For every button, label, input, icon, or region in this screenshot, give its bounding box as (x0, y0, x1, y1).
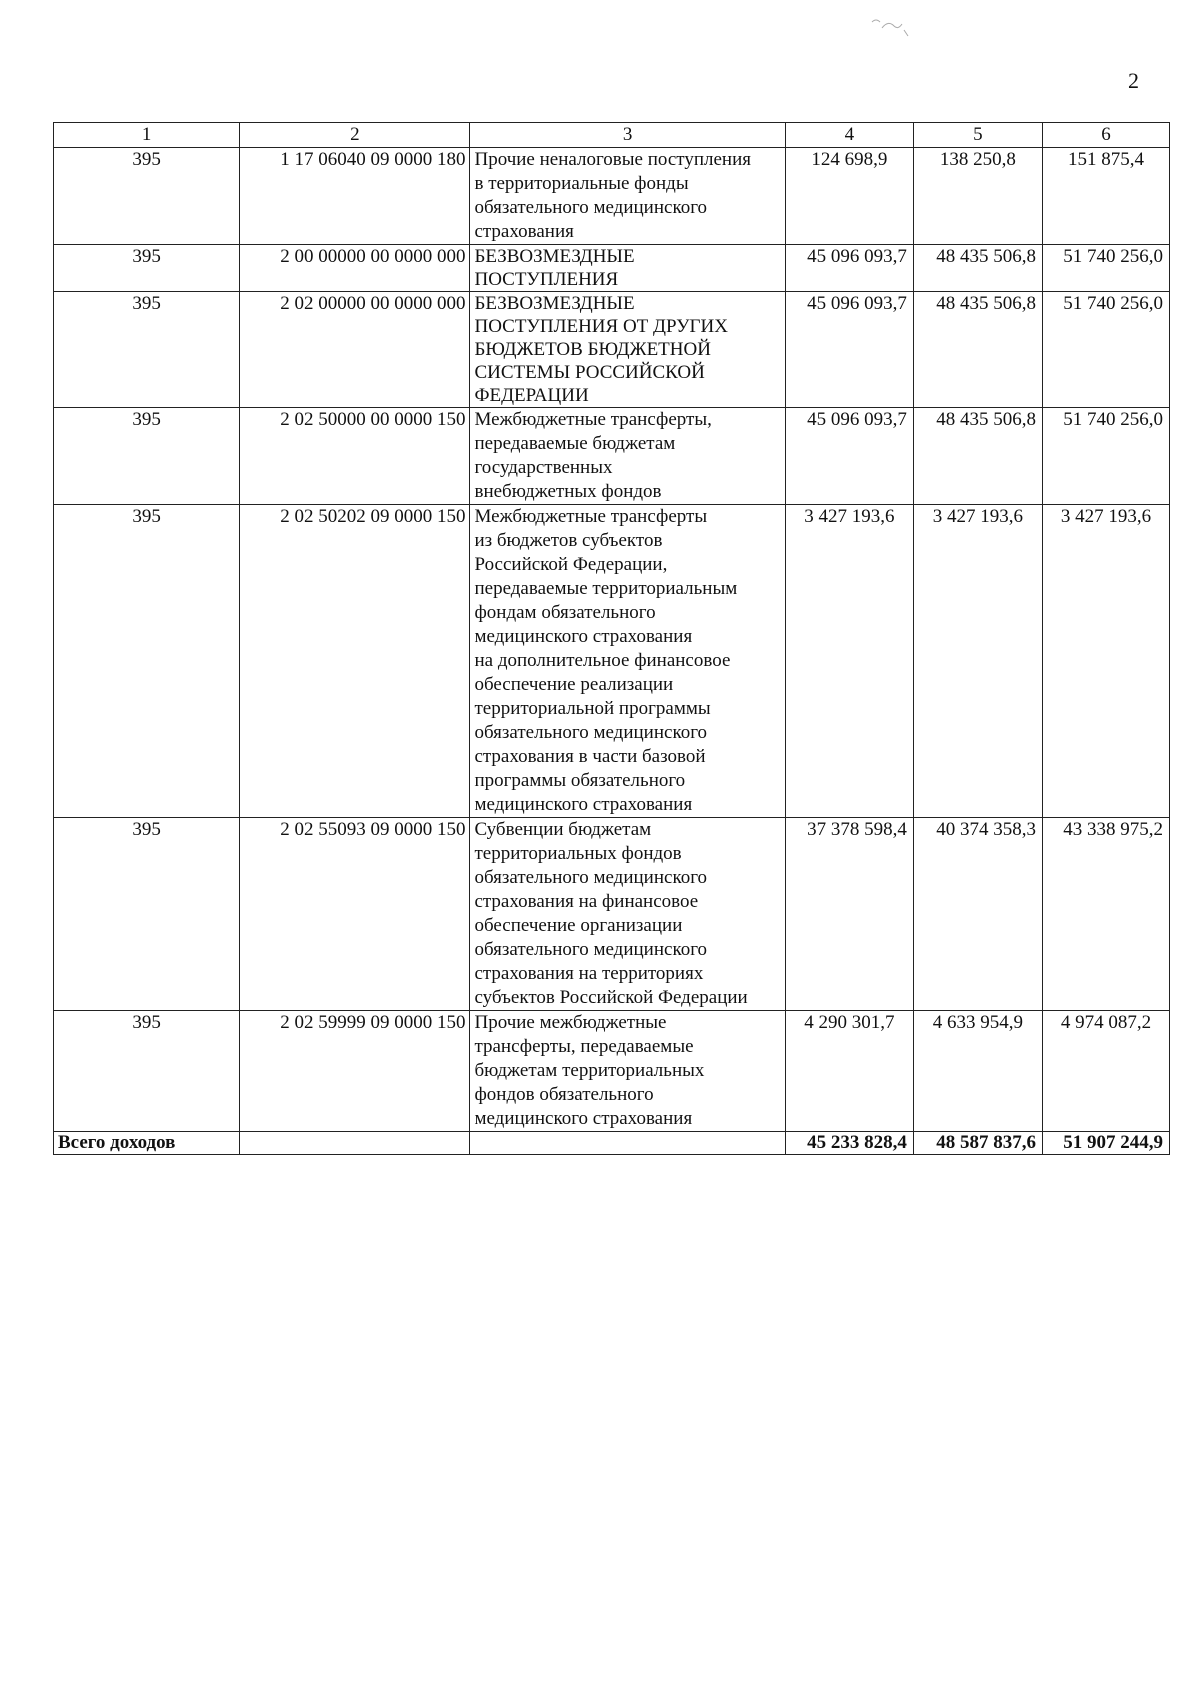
name-line: территориальных фондов (474, 843, 682, 864)
year-1-amount: 45 096 093,7 (785, 408, 913, 505)
budget-code-cell: 2 02 59999 09 0000 150 (240, 1011, 470, 1132)
name-line: страхования на территориях (474, 963, 704, 984)
pen-mark-scribble (870, 14, 914, 38)
column-header-year-3: 6 (1042, 123, 1169, 148)
table-row (54, 505, 1170, 818)
year-2-amount: 48 435 506,8 (913, 245, 1042, 292)
name-line: страхования на финансовое (474, 891, 699, 912)
total-empty-cell (470, 1132, 785, 1155)
total-empty-cell (240, 1132, 470, 1155)
name-line: СИСТЕМЫ РОССИЙСКОЙ (474, 362, 705, 383)
name-line: Российской Федерации, (474, 554, 668, 575)
name-line: фондам обязательного (474, 602, 656, 623)
name-line: медицинского страхования (474, 1108, 693, 1129)
revenue-table (53, 122, 1170, 1155)
year-3-amount: 51 740 256,0 (1042, 245, 1169, 292)
name-line: Субвенции бюджетам (474, 819, 652, 840)
total-year-3-amount: 51 907 244,9 (1042, 1132, 1169, 1155)
name-line: на дополнительное финансовое (474, 650, 731, 671)
column-header-name: 3 (470, 123, 785, 148)
name-line: ФЕДЕРАЦИИ (474, 385, 589, 406)
page-number: 2 (1128, 68, 1139, 93)
revenue-name-cell (470, 245, 785, 292)
year-3-amount: 3 427 193,6 (1042, 505, 1169, 818)
budget-code-cell: 2 02 00000 00 0000 000 (240, 292, 470, 408)
column-header-admin-code: 1 (54, 123, 240, 148)
name-line: в территориальные фонды (474, 173, 689, 194)
column-header-year-1: 4 (785, 123, 913, 148)
name-line: страхования (474, 221, 574, 242)
year-2-amount: 4 633 954,9 (913, 1011, 1042, 1132)
year-3-amount: 51 740 256,0 (1042, 408, 1169, 505)
name-line: обязательного медицинского (474, 722, 708, 743)
budget-code-cell: 1 17 06040 09 0000 180 (240, 148, 470, 245)
name-line: обязательного медицинского (474, 867, 708, 888)
name-line: медицинского страхования (474, 794, 693, 815)
revenue-name-cell (470, 408, 785, 505)
name-line: фондов обязательного (474, 1084, 654, 1105)
name-line: бюджетам территориальных (474, 1060, 705, 1081)
admin-code-cell: 395 (54, 818, 240, 1011)
year-2-amount: 48 435 506,8 (913, 408, 1042, 505)
admin-code-cell: 395 (54, 148, 240, 245)
total-year-2-amount: 48 587 837,6 (913, 1132, 1042, 1155)
name-line: передаваемые территориальным (474, 578, 738, 599)
year-3-amount: 4 974 087,2 (1042, 1011, 1169, 1132)
year-1-amount: 45 096 093,7 (785, 245, 913, 292)
year-3-amount: 51 740 256,0 (1042, 292, 1169, 408)
name-line: Межбюджетные трансферты, (474, 409, 712, 430)
table-row (54, 245, 1170, 292)
name-line: обеспечение реализации (474, 674, 674, 695)
table-row (54, 1011, 1170, 1132)
name-line: ПОСТУПЛЕНИЯ ОТ ДРУГИХ (474, 316, 728, 337)
name-line: Межбюджетные трансферты (474, 506, 708, 527)
name-line: Прочие межбюджетные (474, 1012, 667, 1033)
name-line: субъектов Российской Федерации (474, 987, 748, 1008)
name-line: трансферты, передаваемые (474, 1036, 694, 1057)
revenue-name-cell (470, 505, 785, 818)
year-1-amount: 3 427 193,6 (785, 505, 913, 818)
name-line: внебюджетных фондов (474, 481, 662, 502)
table-header-row (54, 123, 1170, 148)
table-row (54, 292, 1170, 408)
name-line: ПОСТУПЛЕНИЯ (474, 269, 619, 290)
admin-code-cell: 395 (54, 1011, 240, 1132)
budget-code-cell: 2 02 50000 00 0000 150 (240, 408, 470, 505)
name-line: страхования в части базовой (474, 746, 706, 767)
total-row (54, 1132, 1170, 1155)
name-line: Прочие неналоговые поступления (474, 149, 751, 170)
year-1-amount: 45 096 093,7 (785, 292, 913, 408)
name-line: из бюджетов субъектов (474, 530, 663, 551)
year-2-amount: 3 427 193,6 (913, 505, 1042, 818)
admin-code-cell: 395 (54, 505, 240, 818)
budget-code-cell: 2 02 50202 09 0000 150 (240, 505, 470, 818)
year-2-amount: 40 374 358,3 (913, 818, 1042, 1011)
name-line: государственных (474, 457, 613, 478)
name-line: обязательного медицинского (474, 197, 708, 218)
name-line: территориальной программы (474, 698, 711, 719)
name-line: обеспечение организации (474, 915, 683, 936)
admin-code-cell: 395 (54, 408, 240, 505)
year-3-amount: 43 338 975,2 (1042, 818, 1169, 1011)
admin-code-cell: 395 (54, 292, 240, 408)
year-1-amount: 4 290 301,7 (785, 1011, 913, 1132)
revenue-name-cell (470, 148, 785, 245)
name-line: передаваемые бюджетам (474, 433, 676, 454)
name-line: медицинского страхования (474, 626, 693, 647)
name-line: БЕЗВОЗМЕЗДНЫЕ (474, 246, 635, 267)
revenue-name-cell (470, 1011, 785, 1132)
year-1-amount: 124 698,9 (785, 148, 913, 245)
admin-code-cell: 395 (54, 245, 240, 292)
year-3-amount: 151 875,4 (1042, 148, 1169, 245)
column-header-budget-code: 2 (240, 123, 470, 148)
name-line: программы обязательного (474, 770, 686, 791)
table-row (54, 408, 1170, 505)
name-line: БЮДЖЕТОВ БЮДЖЕТНОЙ (474, 339, 711, 360)
name-line: БЕЗВОЗМЕЗДНЫЕ (474, 293, 635, 314)
year-1-amount: 37 378 598,4 (785, 818, 913, 1011)
table-row (54, 148, 1170, 245)
table-row (54, 818, 1170, 1011)
budget-code-cell: 2 02 55093 09 0000 150 (240, 818, 470, 1011)
year-2-amount: 138 250,8 (913, 148, 1042, 245)
budget-code-cell: 2 00 00000 00 0000 000 (240, 245, 470, 292)
column-header-year-2: 5 (913, 123, 1042, 148)
total-year-1-amount: 45 233 828,4 (785, 1132, 913, 1155)
total-label: Всего доходов (54, 1132, 240, 1155)
name-line: обязательного медицинского (474, 939, 708, 960)
revenue-name-cell (470, 292, 785, 408)
revenue-name-cell (470, 818, 785, 1011)
year-2-amount: 48 435 506,8 (913, 292, 1042, 408)
